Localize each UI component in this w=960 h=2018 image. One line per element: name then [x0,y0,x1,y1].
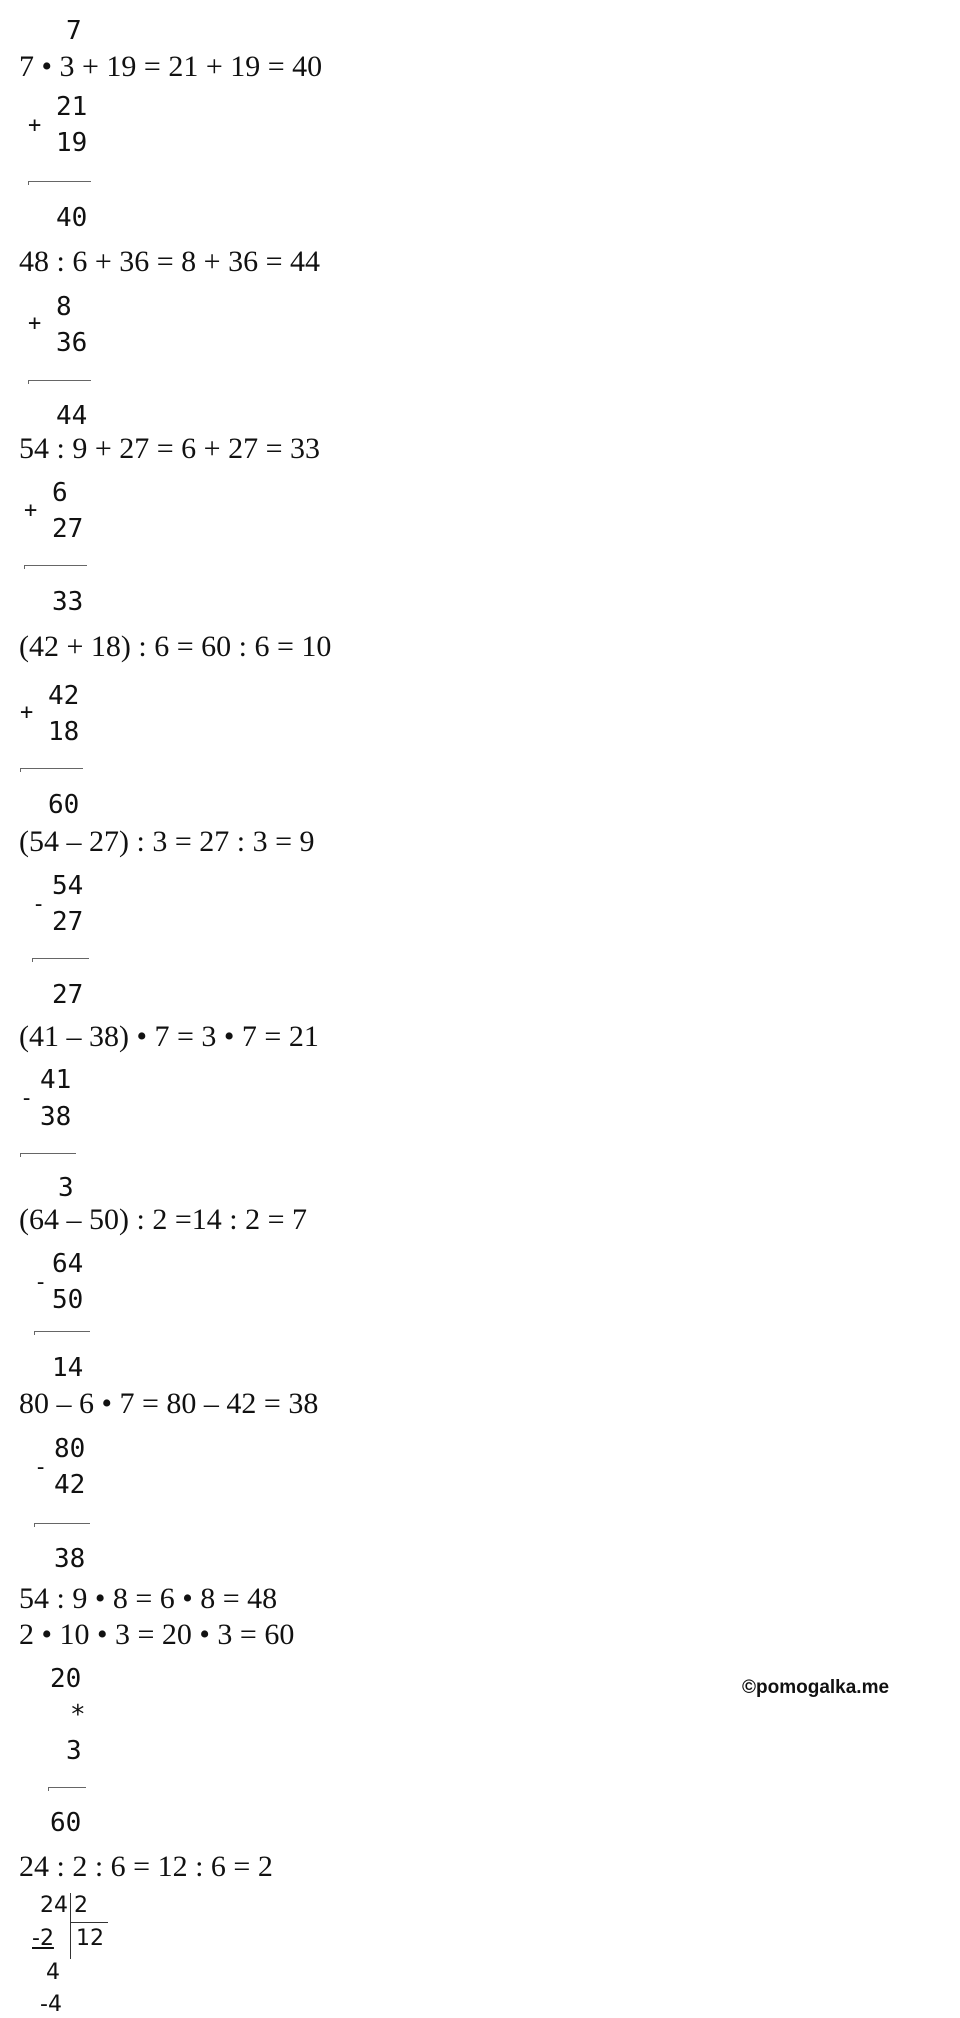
expression-1: 7 • 3 + 19 = 21 + 19 = 40 [19,50,323,83]
column-operator-5: - [32,892,46,917]
expression-4: (42 + 18) : 6 = 60 : 6 = 10 [19,630,332,663]
expression-10: 2 • 10 • 3 = 20 • 3 = 60 [19,1618,295,1651]
column-operand-a-5: 54 [52,871,84,901]
column-result-2: 44 [56,401,88,431]
column-operand-b-6: 38 [40,1102,72,1132]
top-note: 7 [66,16,82,46]
division-divisor: 2 [74,1893,88,1918]
expression-5: (54 – 27) : 3 = 27 : 3 = 9 [19,825,315,858]
column-operator-7: - [34,1270,48,1295]
column-rule-2 [28,380,91,381]
column-operand-b-7: 50 [52,1285,84,1315]
division-step-remainder: 4 [46,1960,60,1985]
expression-9: 54 : 9 • 8 = 6 • 8 = 48 [19,1582,278,1615]
column-operand-b-1: 19 [56,128,88,158]
column-operator-1: + [28,113,42,138]
column-rule-10 [48,1787,86,1788]
column-operand-a-4: 42 [48,681,80,711]
division-step-subtract: -2 [32,1926,54,1951]
expression-8: 80 – 6 • 7 = 80 – 42 = 38 [19,1387,319,1420]
column-operand-a-6: 41 [40,1065,72,1095]
column-result-10: 60 [50,1808,82,1838]
column-result-7: 14 [52,1353,84,1383]
expression-7: (64 – 50) : 2 =14 : 2 = 7 [19,1203,307,1236]
division-step-subtract-2: -4 [40,1992,62,2017]
column-operator-2: + [28,311,42,336]
column-operand-a-10: 20 [50,1664,82,1694]
column-operand-a-3: 6 [52,478,68,508]
column-result-6: 3 [58,1173,74,1203]
column-operand-b-10: 3 [66,1736,82,1766]
column-rule-5 [32,958,89,959]
expression-11: 24 : 2 : 6 = 12 : 6 = 2 [19,1850,273,1883]
column-result-1: 40 [56,203,88,233]
column-rule-1 [28,181,91,182]
column-operand-b-3: 27 [52,514,84,544]
column-operand-b-8: 42 [54,1470,86,1500]
column-operand-a-8: 80 [54,1434,86,1464]
division-dividend: 24 [40,1893,68,1918]
column-result-5: 27 [52,980,84,1010]
division-horizontal-bar [70,1922,108,1923]
column-operand-a-1: 21 [56,92,88,122]
division-quotient: 12 [76,1926,104,1951]
column-rule-8 [34,1523,90,1524]
site-watermark: ©pomogalka.me [742,1677,890,1698]
column-rule-4 [20,768,83,769]
column-operator-3: + [24,498,38,523]
column-result-8: 38 [54,1544,86,1574]
column-result-3: 33 [52,587,84,617]
column-operand-b-4: 18 [48,717,80,747]
column-operator-10: * [70,1700,86,1730]
expression-6: (41 – 38) • 7 = 3 • 7 = 21 [19,1020,319,1053]
column-operator-6: - [20,1086,34,1111]
column-operand-a-7: 64 [52,1249,84,1279]
column-operand-a-2: 8 [56,292,72,322]
column-rule-7 [34,1331,90,1332]
column-operator-8: - [34,1455,48,1480]
expression-2: 48 : 6 + 36 = 8 + 36 = 44 [19,245,321,278]
column-rule-6 [20,1153,76,1154]
column-operand-b-5: 27 [52,907,84,937]
column-result-4: 60 [48,790,80,820]
column-operator-4: + [20,700,34,725]
division-vertical-bar [70,1893,71,1959]
expression-3: 54 : 9 + 27 = 6 + 27 = 33 [19,432,321,465]
column-rule-3 [24,565,87,566]
column-operand-b-2: 36 [56,328,88,358]
